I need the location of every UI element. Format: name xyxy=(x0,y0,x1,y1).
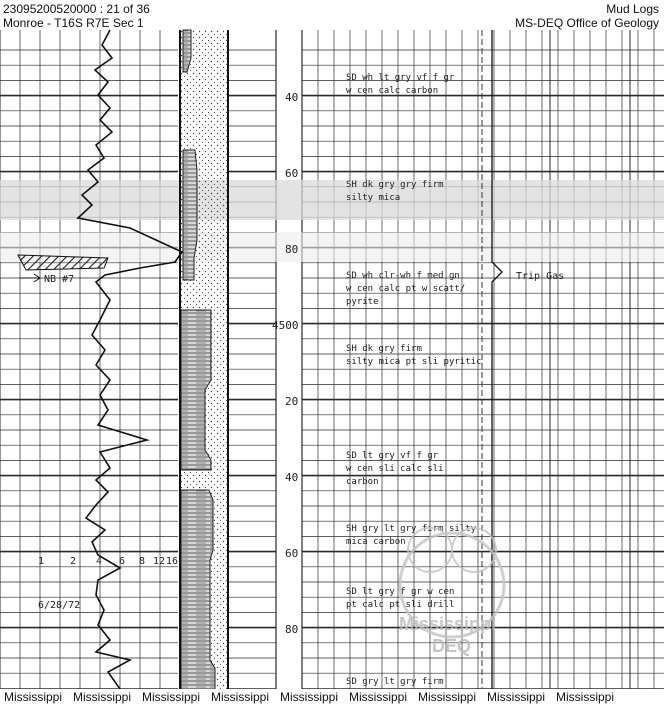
trip-gas-note: Trip Gas xyxy=(516,271,565,282)
watermark-title: Mississippi xyxy=(399,614,497,634)
scale-label: 6 xyxy=(119,556,126,567)
footer-label: Mississippi xyxy=(487,690,546,704)
lithology-text: SD gry lt gry firm xyxy=(346,677,444,687)
lithology-text: w cen calc pt w scatt/ xyxy=(346,284,466,294)
lithology-text: SH gry lt gry firm silty xyxy=(346,524,477,534)
scale-label: 4 xyxy=(96,556,103,567)
log-date: 6/28/72 xyxy=(38,600,81,611)
scale-label: 8 xyxy=(139,556,146,567)
lithology-text: SD lt gry f gr w cen xyxy=(346,587,455,597)
lithology-text: SD wh lt gry vf f gr xyxy=(346,73,455,83)
bit-note: NB #7 xyxy=(44,274,75,285)
lithology-text: SH dk gry firm xyxy=(346,344,422,354)
scale-label: 1 xyxy=(38,556,45,567)
footer-label: Mississippi xyxy=(418,690,477,704)
document-id: 23095200520000 : 21 of 36 xyxy=(3,2,150,16)
depth-label: 60 xyxy=(285,167,299,180)
lithology-text: carbon xyxy=(346,477,379,487)
well-location: Monroe - T16S R7E Sec 1 xyxy=(3,16,144,30)
scan-shade-band xyxy=(0,180,664,220)
lithology-text: w cen calc carbon xyxy=(346,86,439,96)
scale-label: 2 xyxy=(70,556,77,567)
lithology-text: mica carbon xyxy=(346,537,406,547)
lithology-text: SD lt gry vf f gr xyxy=(346,451,439,461)
lithology-text: silty mica xyxy=(346,193,401,203)
footer-label: Mississippi xyxy=(280,690,339,704)
agency-name: MS-DEQ Office of Geology xyxy=(515,16,659,30)
lithology-text: w cen sli calc sli xyxy=(346,464,444,474)
scale-label: 16 xyxy=(166,556,179,567)
footer-label: Mississippi xyxy=(349,690,408,704)
lithology-text: SH dk gry gry firm xyxy=(346,180,444,190)
scale-label: 12 xyxy=(153,556,166,567)
depth-label: 60 xyxy=(285,547,299,560)
document-type: Mud Logs xyxy=(606,2,659,16)
depth-label: 4500 xyxy=(272,319,299,332)
footer-bar xyxy=(0,689,664,705)
bit-change-marker xyxy=(18,255,108,285)
lithology-text: SD wh clr-wh f med gn xyxy=(346,271,460,281)
depth-label: 20 xyxy=(285,395,299,408)
lithology-column xyxy=(180,30,228,689)
depth-label: 80 xyxy=(285,243,299,256)
watermark-subtitle: DEQ xyxy=(432,636,472,656)
drill-rate-curve xyxy=(78,30,182,689)
lithology-text: pt calc pt sli drill xyxy=(346,600,455,610)
lithology-text: pyrite xyxy=(346,297,379,307)
lithology-text: silty mica pt sli pyritic xyxy=(346,357,482,367)
depth-label: 40 xyxy=(285,91,299,104)
depth-label: 40 xyxy=(285,471,299,484)
footer-label: Mississippi xyxy=(556,690,615,704)
gas-curve xyxy=(492,30,502,689)
footer-label: Mississippi xyxy=(211,690,270,704)
footer-label: Mississippi xyxy=(4,690,63,704)
depth-label: 80 xyxy=(285,623,299,636)
footer-label: Mississippi xyxy=(73,690,132,704)
footer-label: Mississippi xyxy=(142,690,201,704)
